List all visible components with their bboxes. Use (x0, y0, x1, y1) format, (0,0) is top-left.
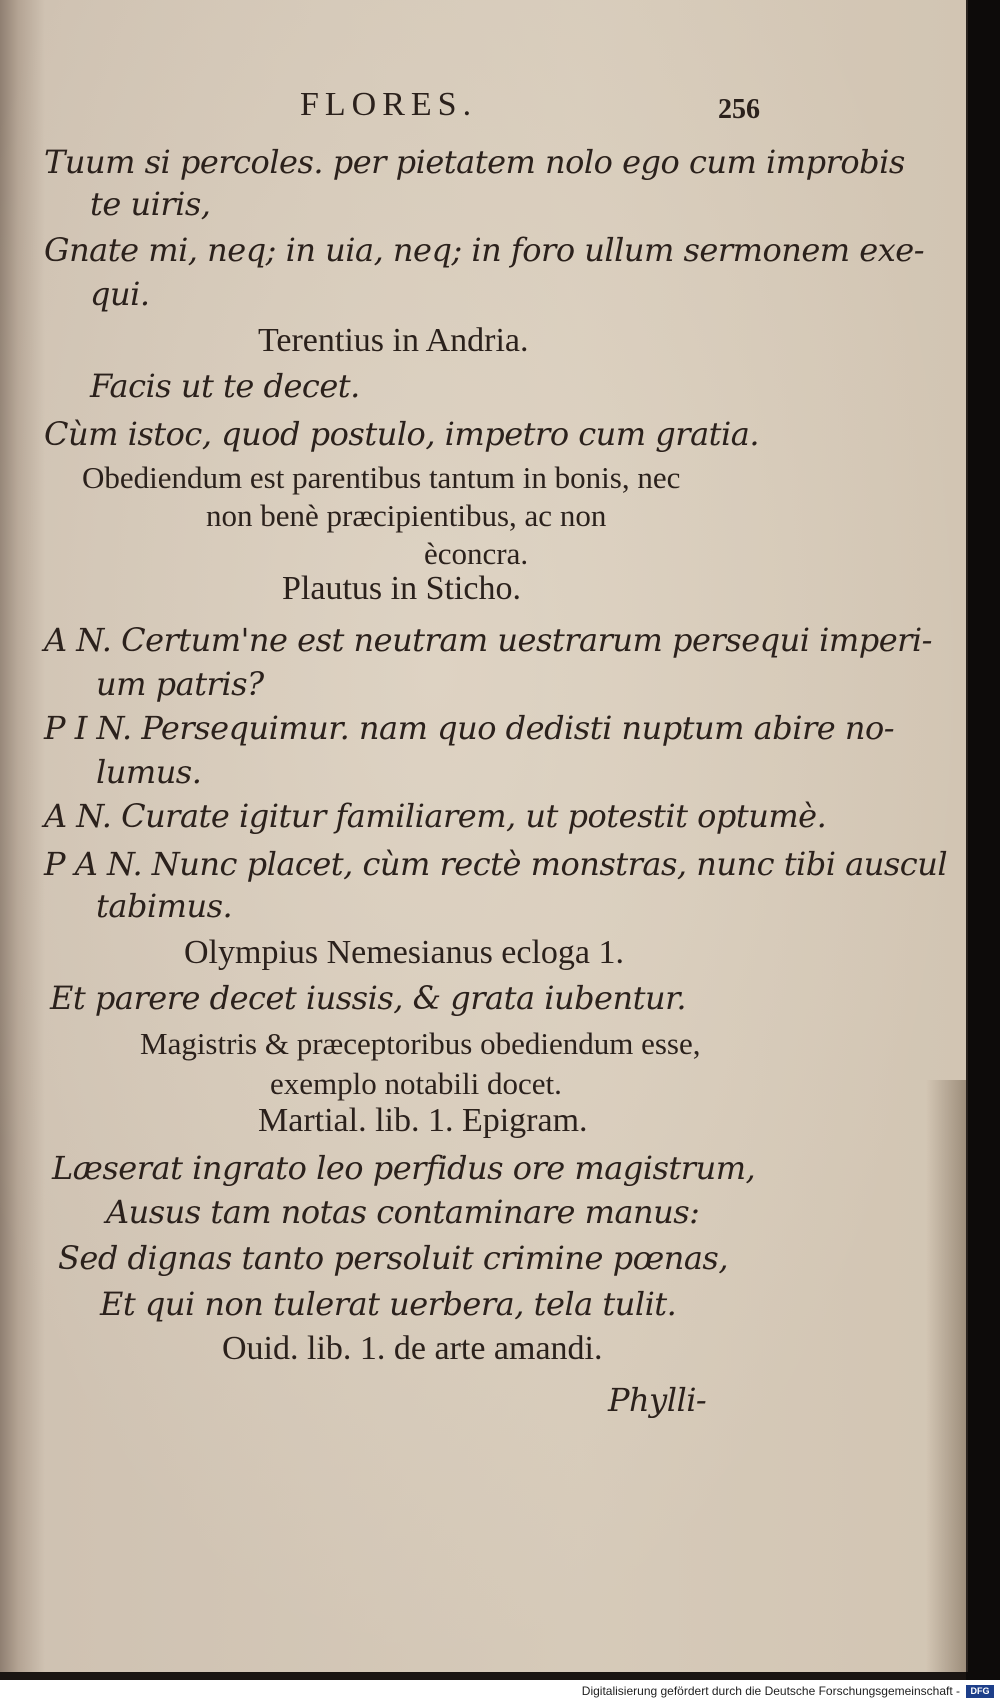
text-line: te uiris, (90, 185, 211, 223)
page-edge (0, 1672, 966, 1680)
section-heading: Terentius in Andria. (258, 322, 529, 359)
text-line: Tuum si percoles. per pietatem nolo ego cum improbis (44, 143, 905, 181)
section-heading: Plautus in Sticho. (282, 570, 521, 607)
text-line: Facis ut te decet. (90, 367, 360, 405)
text-line: tabimus. (96, 887, 233, 925)
text-line: A N. Curate igitur familiarem, ut potestit optumè. (44, 797, 827, 835)
text-line: Gnate mi, neq; in uia, neq; in foro ullum sermonem exe- (44, 231, 925, 269)
text-line: Et parere decet iussis, & grata iubentur. (50, 979, 687, 1017)
dfg-logo-icon: DFG (966, 1685, 994, 1698)
text-line: Læserat ingrato leo perfidus ore magistrum, (52, 1149, 756, 1187)
text-line: Cùm istoc, quod postulo, impetro cum gratia. (44, 415, 759, 453)
text-line: P A N. Nunc placet, cùm rectè monstras, nunc tibi auscul (44, 845, 948, 883)
text-line: qui. (90, 275, 150, 313)
digitization-credit-bar (0, 1680, 1000, 1703)
text-line: um patris? (96, 665, 264, 703)
digitization-credit: Digitalisierung gefördert durch die Deutsche Forschungsgemeinschaft - (581, 1684, 960, 1698)
text-line: P I N. Persequimur. nam quo dedisti nuptum abire no- (44, 709, 895, 747)
running-head: FLORES. (300, 86, 478, 123)
text-line: Et qui non tulerat uerbera, tela tulit. (100, 1285, 677, 1323)
catchword: Phylli- (608, 1381, 707, 1419)
text-line: Obediendum est parentibus tantum in bonis, nec (82, 460, 681, 495)
text-line: Ausus tam notas contaminare manus: (106, 1193, 700, 1231)
section-heading: Martial. lib. 1. Epigram. (258, 1102, 588, 1139)
text-line: lumus. (96, 753, 202, 791)
text-line: Magistris & præceptoribus obediendum esse, (140, 1026, 701, 1061)
section-heading: Olympius Nemesianus ecloga 1. (184, 934, 625, 971)
page-number: 256 (718, 94, 760, 125)
page-shadow (926, 1080, 966, 1680)
section-heading: Ouid. lib. 1. de arte amandi. (222, 1330, 603, 1367)
text-line: A N. Certum'ne est neutram uestrarum persequi imperi- (44, 621, 932, 659)
text-line: non benè præcipientibus, ac non (206, 498, 607, 533)
text-line: èconcra. (424, 536, 529, 571)
text-line: Sed dignas tanto persoluit crimine pœnas, (58, 1239, 729, 1277)
text-line: exemplo notabili docet. (270, 1066, 562, 1101)
